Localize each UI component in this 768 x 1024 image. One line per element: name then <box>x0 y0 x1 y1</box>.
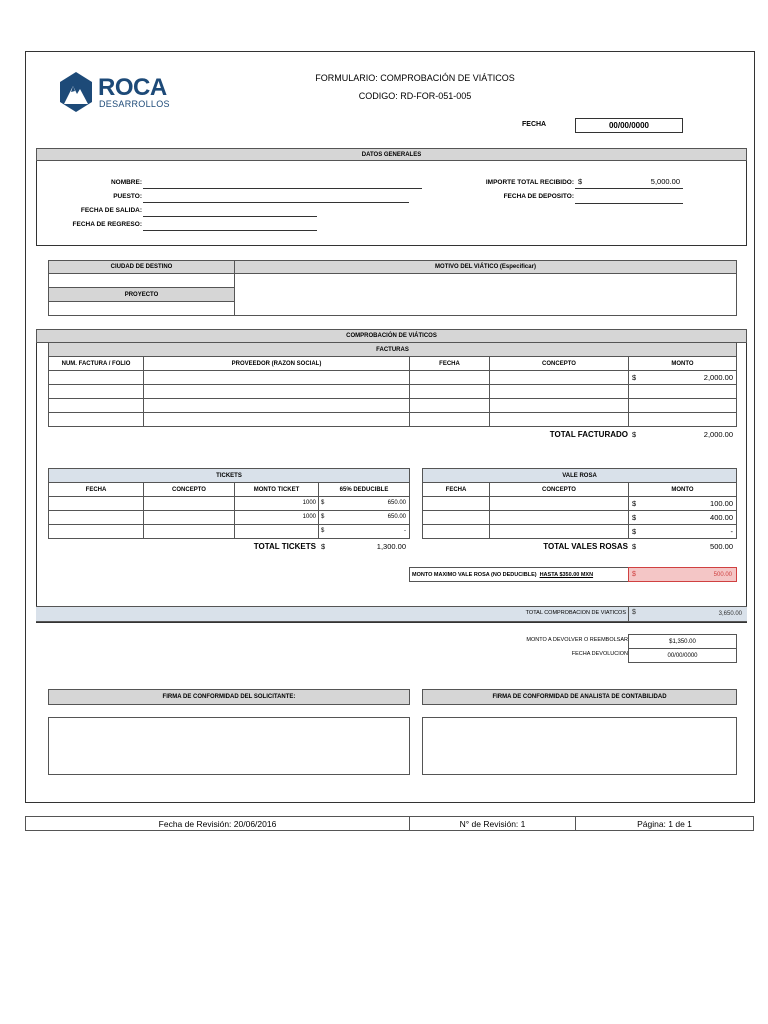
vale-monto-currency: $ <box>632 513 637 522</box>
fecha-devolucion-label: FECHA DEVOLUCION <box>571 651 628 657</box>
facturas-col-folio: NUM. FACTURA / FOLIO <box>48 356 144 371</box>
total-comprobacion-divider <box>628 606 629 622</box>
factura-concepto-cell[interactable] <box>489 398 629 413</box>
tickets-col-fecha: FECHA <box>48 482 144 497</box>
ticket-deducible-value: - <box>404 528 406 534</box>
ticket-deducible-currency: $ <box>321 528 325 534</box>
fecha-deposito-field[interactable] <box>575 203 683 204</box>
ticket-deducible-value: 650.00 <box>387 514 406 520</box>
facturas-col-concepto: CONCEPTO <box>489 356 629 371</box>
factura-monto-value: 2,000.00 <box>703 373 733 382</box>
total-facturado-value: 2,000.00 <box>703 430 733 439</box>
factura-proveedor-cell[interactable] <box>143 370 410 385</box>
factura-fecha-cell[interactable] <box>409 412 490 427</box>
factura-folio-cell[interactable] <box>48 412 144 427</box>
total-vales-value: 500.00 <box>710 542 733 551</box>
importe-underline <box>575 188 683 189</box>
tickets-col-concepto: CONCEPTO <box>143 482 235 497</box>
fecha-field[interactable]: 00/00/0000 <box>575 118 683 133</box>
tickets-col-deducible: 65% DEDUCIBLE <box>318 482 410 497</box>
footer-fecha-revision: Fecha de Revisión: 20/06/2016 <box>25 816 410 831</box>
monto-devolver-label: MONTO A DEVOLVER O REEMBOLSAR <box>526 637 628 643</box>
firma-analista-header: FIRMA DE CONFORMIDAD DE ANALISTA DE CONTABILIDAD <box>422 689 737 705</box>
ticket-monto-value: 1000 <box>302 500 316 506</box>
monto-maximo-label-cell <box>409 567 629 582</box>
mountain-logo-icon <box>58 70 94 114</box>
vale-concepto-cell[interactable] <box>489 496 629 511</box>
total-tickets-label: TOTAL TICKETS <box>253 542 316 551</box>
form-code: CODIGO: RD-FOR-051-005 <box>358 91 472 101</box>
factura-proveedor-cell[interactable] <box>143 398 410 413</box>
importe-label: IMPORTE TOTAL RECIBIDO: <box>485 179 574 186</box>
total-comprobacion-value: 3,650.00 <box>718 611 742 617</box>
fecha-regreso-label: FECHA DE REGRESO: <box>72 221 142 228</box>
proyecto-field[interactable] <box>48 301 235 316</box>
footer-num-revision: N° de Revisión: 1 <box>409 816 576 831</box>
monto-devolver-field[interactable]: $1,350.00 <box>628 634 737 649</box>
total-vales-label: TOTAL VALES ROSAS <box>543 542 628 551</box>
fecha-label: FECHA <box>522 121 547 128</box>
vale-concepto-cell[interactable] <box>489 524 629 539</box>
firma-solicitante-header: FIRMA DE CONFORMIDAD DEL SOLICITANTE: <box>48 689 410 705</box>
factura-folio-cell[interactable] <box>48 384 144 399</box>
facturas-header: FACTURAS <box>48 342 737 357</box>
ciudad-destino-header: CIUDAD DE DESTINO <box>48 260 235 274</box>
fecha-regreso-field[interactable] <box>143 230 317 231</box>
ticket-concepto-cell[interactable] <box>143 496 235 511</box>
ticket-monto-cell[interactable] <box>234 524 319 539</box>
footer-pagina: Página: 1 de 1 <box>575 816 754 831</box>
monto-maximo-value-cell <box>628 567 737 582</box>
vale-fecha-cell[interactable] <box>422 510 490 525</box>
factura-proveedor-cell[interactable] <box>143 412 410 427</box>
ciudad-destino-field[interactable] <box>48 273 235 288</box>
total-comprobacion-band <box>36 606 747 622</box>
factura-fecha-cell[interactable] <box>409 384 490 399</box>
factura-monto-cell[interactable] <box>628 412 737 427</box>
vale-col-fecha: FECHA <box>422 482 490 497</box>
factura-concepto-cell[interactable] <box>489 370 629 385</box>
form-title: FORMULARIO: COMPROBACIÓN DE VIÁTICOS <box>315 73 515 83</box>
vale-col-monto: MONTO <box>628 482 737 497</box>
monto-maximo-limit: HASTA $350.00 MXN <box>539 571 594 578</box>
ticket-deducible-value: 650.00 <box>387 500 406 506</box>
total-tickets-currency: $ <box>321 542 326 551</box>
tickets-col-monto: MONTO TICKET <box>234 482 319 497</box>
fecha-devolucion-field[interactable]: 00/00/0000 <box>628 648 737 663</box>
ticket-fecha-cell[interactable] <box>48 524 144 539</box>
motivo-header: MOTIVO DEL VIÁTICO (Especificar) <box>234 260 737 274</box>
facturas-col-monto: MONTO <box>628 356 737 371</box>
vale-col-concepto: CONCEPTO <box>489 482 629 497</box>
vale-monto-currency: $ <box>632 499 637 508</box>
fecha-salida-field[interactable] <box>143 216 317 217</box>
factura-concepto-cell[interactable] <box>489 384 629 399</box>
fecha-deposito-label: FECHA DE DEPOSITO: <box>503 193 574 200</box>
factura-monto-cell[interactable] <box>628 398 737 413</box>
puesto-field[interactable] <box>143 202 409 203</box>
factura-fecha-cell[interactable] <box>409 398 490 413</box>
factura-concepto-cell[interactable] <box>489 412 629 427</box>
tickets-header: TICKETS <box>48 468 410 483</box>
vale-monto-value: 400.00 <box>710 513 733 522</box>
ticket-fecha-cell[interactable] <box>48 496 144 511</box>
factura-monto-currency: $ <box>632 373 637 382</box>
datos-generales-box <box>36 148 747 246</box>
importe-currency: $ <box>578 177 583 186</box>
puesto-label: PUESTO: <box>113 193 142 200</box>
ticket-concepto-cell[interactable] <box>143 510 235 525</box>
total-facturado-label: TOTAL FACTURADO <box>549 430 628 439</box>
brand-name: ROCA <box>98 74 167 101</box>
vale-concepto-cell[interactable] <box>489 510 629 525</box>
monto-maximo-currency: $ <box>632 571 636 578</box>
monto-maximo-value: 500.00 <box>713 571 732 578</box>
ticket-deducible-currency: $ <box>321 500 325 506</box>
brand-subtitle: DESARROLLOS <box>99 99 170 109</box>
monto-maximo-label: MONTO MAXIMO VALE ROSA (NO DEDUCIBLE) <box>412 571 537 578</box>
ticket-concepto-cell[interactable] <box>143 524 235 539</box>
proyecto-header: PROYECTO <box>48 287 235 302</box>
vale-fecha-cell[interactable] <box>422 496 490 511</box>
firma-analista-box[interactable] <box>422 717 737 775</box>
motivo-field[interactable] <box>234 273 737 316</box>
factura-monto-cell[interactable] <box>628 384 737 399</box>
logo <box>58 70 168 114</box>
ticket-deducible-currency: $ <box>321 514 325 520</box>
facturas-col-fecha: FECHA <box>409 356 490 371</box>
total-comprobacion-currency: $ <box>632 609 636 616</box>
nombre-field[interactable] <box>143 188 422 189</box>
factura-folio-cell[interactable] <box>48 370 144 385</box>
facturas-col-proveedor: PROVEEDOR (RAZON SOCIAL) <box>143 356 410 371</box>
fecha-salida-label: FECHA DE SALIDA: <box>80 207 142 214</box>
factura-fecha-cell[interactable] <box>409 370 490 385</box>
vale-monto-value: 100.00 <box>710 499 733 508</box>
firma-solicitante-box[interactable] <box>48 717 410 775</box>
vale-rosa-header: VALE ROSA <box>422 468 737 483</box>
importe-value[interactable]: 5,000.00 <box>650 177 680 186</box>
total-vales-currency: $ <box>632 542 637 551</box>
vale-monto-currency: $ <box>632 527 637 536</box>
total-tickets-value: 1,300.00 <box>376 542 406 551</box>
total-comprobacion-label: TOTAL COMPROBACION DE VIATICOS <box>525 610 626 616</box>
datos-generales-header: DATOS GENERALES <box>36 148 747 161</box>
ticket-fecha-cell[interactable] <box>48 510 144 525</box>
vale-fecha-cell[interactable] <box>422 524 490 539</box>
factura-folio-cell[interactable] <box>48 398 144 413</box>
vale-monto-value: - <box>730 527 733 536</box>
total-facturado-currency: $ <box>632 430 637 439</box>
nombre-label: NOMBRE: <box>110 179 142 186</box>
factura-proveedor-cell[interactable] <box>143 384 410 399</box>
comprobacion-header: COMPROBACIÓN DE VIÁTICOS <box>36 329 747 343</box>
ticket-monto-value: 1000 <box>302 514 316 520</box>
